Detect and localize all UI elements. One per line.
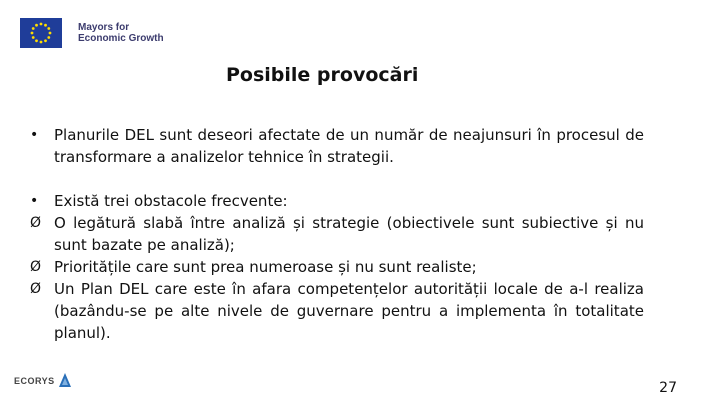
ecorys-triangle-icon	[59, 373, 71, 389]
arrow-text: O legătură slabă între analiză și strategie (obiectivele sunt subiective și nu sunt bazate pe analiză);	[54, 214, 644, 254]
arrow-text: Un Plan DEL care este în afara competențelor autorității locale de a-l realiza (bazându-se pe alte nivele de guvernare pentru a implementa în totalitate planul).	[54, 280, 644, 342]
page-number: 27	[659, 380, 677, 396]
logo-line-2: Economic Growth	[78, 33, 164, 44]
ecorys-brand: ECORYS	[14, 376, 55, 386]
bullet-text: Există trei obstacole frecvente:	[54, 192, 288, 210]
arrow-item	[30, 212, 644, 256]
bullet-marker: •	[30, 193, 39, 209]
bullet-item	[30, 124, 644, 168]
bullet-item	[30, 190, 644, 212]
arrow-text: Prioritățile care sunt prea numeroase și nu sunt realiste;	[54, 258, 477, 276]
bullet-text: Planurile DEL sunt deseori afectate de un număr de neajunsuri în procesul de transformare a analizelor tehnice în strategii.	[54, 126, 644, 166]
arrow-marker: Ø	[30, 215, 42, 231]
eu-flag-icon	[20, 18, 62, 48]
arrow-marker: Ø	[30, 281, 42, 297]
bullet-marker: •	[30, 127, 39, 143]
logo-text	[78, 22, 164, 44]
arrow-item	[30, 256, 644, 278]
arrow-item	[30, 278, 644, 344]
logo-line-1: Mayors for	[78, 22, 130, 33]
mayors-logo	[20, 18, 164, 48]
arrow-marker: Ø	[30, 259, 42, 275]
slide-content	[30, 124, 644, 344]
slide-title: Posibile provocări	[226, 64, 419, 86]
ecorys-logo	[14, 373, 71, 389]
